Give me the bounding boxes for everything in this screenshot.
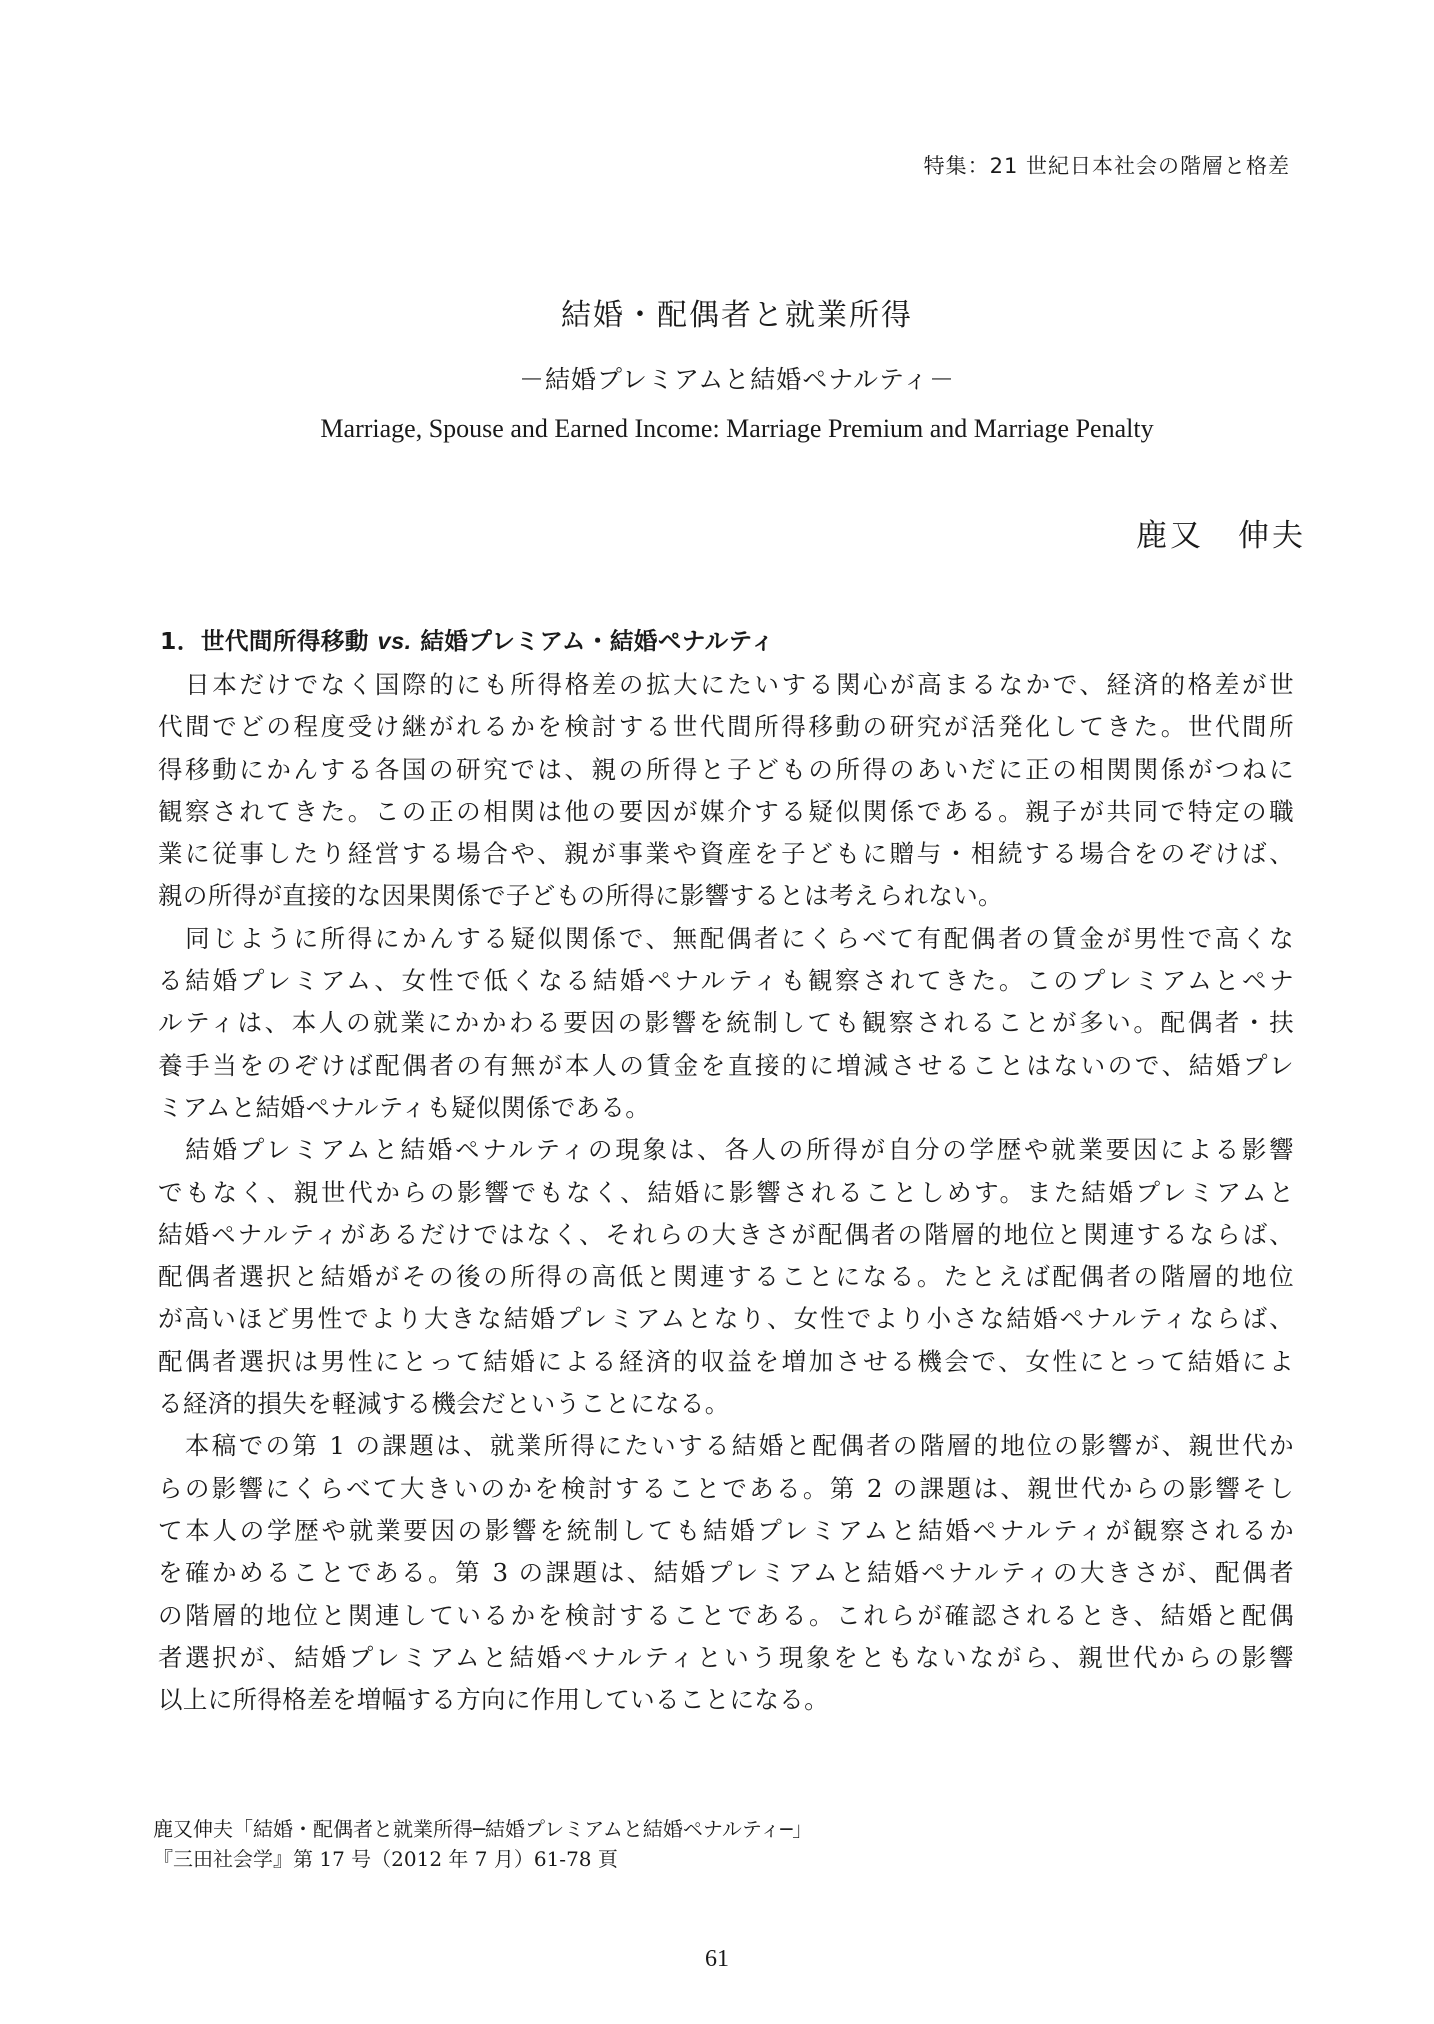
text-line: が高いほど男性でより大きな結婚プレミアムとなり、女性でより小さな結婚ペナルティならば、 [158,1304,1294,1334]
text-line: 以上に所得格差を増幅する方向に作用していることになる。 [158,1685,829,1715]
article-subtitle: －結婚プレミアムと結婚ペナルティ－ [518,365,955,394]
text-line: 業に従事したり経営する場合や、親が事業や資産を子どもに贈与・相続する場合をのぞけば、 [158,839,1294,869]
text-line: る経済的損失を軽減する機会だということになる。 [158,1389,730,1419]
page-number: 61 [705,1946,729,1972]
text-line: 観察されてきた。この正の相関は他の要因が媒介する疑似関係である。親子が共同で特定の職 [158,796,1294,826]
section-heading-vs: vs. [377,628,412,654]
text-line: 配偶者選択は男性にとって結婚による経済的収益を増加させる機会で、女性にとって結婚によ [158,1346,1294,1376]
text-line: 日本だけでなく国際的にも所得格差の拡大にたいする関心が高まるなかで、経済的格差が世 [158,670,1294,699]
section-number: 1． [160,627,201,655]
text-line: 本稿での第 1 の課題は、就業所得にたいする結婚と配偶者の階層的地位の影響が、親世代か [158,1431,1294,1461]
special-issue-header: 特集：21 世紀日本社会の階層と格差 [923,154,1290,178]
section-heading-part2: 結婚プレミアム・結婚ペナルティ [411,627,775,655]
text-line: 親の所得が直接的な因果関係で子どもの所得に影響するとは考えられない。 [158,881,1003,911]
text-line: 同じように所得にかんする疑似関係で、無配偶者にくらべて有配偶者の賃金が男性で高くな [158,923,1294,953]
text-line: 結婚プレミアムと結婚ペナルティの現象は、各人の所得が自分の学歴や就業要因による影響 [158,1135,1294,1165]
paragraph [158,664,1294,918]
section-heading [160,622,775,656]
text-line: 結婚ペナルティがあるだけではなく、それらの大きさが配偶者の階層的地位と関連するならば、 [158,1219,1294,1249]
text-line: 得移動にかんする各国の研究では、親の所得と子どもの所得のあいだに正の相関関係がつねに [158,754,1294,784]
section-heading-part1: 世代間所得移動 [200,627,378,655]
text-line: らの影響にくらべて大きいのかを検討することである。第 2 の課題は、親世代からの影響そし [158,1473,1294,1503]
text-line: て本人の学歴や就業要因の影響を統制しても結婚プレミアムと結婚ペナルティが観察されるか [158,1515,1294,1545]
text-line: でもなく、親世代からの影響でもなく、結婚に影響されることしめす。また結婚プレミアムと [158,1177,1294,1207]
paragraph [158,1129,1294,1425]
paragraph [158,1425,1294,1721]
author-family-name: 鹿又 [1136,518,1204,554]
text-line: 代間でどの程度受け継がれるかを検討する世代間所得移動の研究が活発化してきた。世代間所 [158,712,1294,742]
text-line: る結婚プレミアム、女性で低くなる結婚ペナルティも観察されてきた。このプレミアムとペナ [158,966,1294,996]
author-name [1136,510,1306,555]
text-line: ルティは、本人の就業にかかわる要因の影響を統制しても観察されることが多い。配偶者・扶 [158,1008,1294,1038]
title-block [0,290,1434,444]
author-given-name: 伸夫 [1238,518,1306,554]
text-line: 者選択が、結婚プレミアムと結婚ペナルティという現象をともないながら、親世代からの影響 [158,1642,1294,1672]
text-line: ミアムと結婚ペナルティも疑似関係である。 [158,1092,651,1122]
text-line: 配偶者選択と結婚がその後の所得の高低と関連することになる。たとえば配偶者の階層的地位 [158,1262,1294,1292]
text-line: の階層的地位と関連しているかを検討することである。これらが確認されるとき、結婚と配偶 [158,1600,1294,1630]
body-text [158,664,1294,1721]
article-title: 結婚・配偶者と就業所得 [561,298,913,333]
article-title-english: Marriage, Spouse and Earned Income: Marriage Premium and Marriage Penalty [320,414,1154,443]
citation-footnote [153,1814,812,1874]
text-line: 養手当をのぞけば配偶者の有無が本人の賃金を直接的に増減させることはないので、結婚プレ [158,1050,1294,1080]
citation-line-2: 『三田社会学』第 17 号（2012 年 7 月）61-78 頁 [153,1847,618,1871]
paragraph [158,918,1294,1129]
text-line: を確かめることである。第 3 の課題は、結婚プレミアムと結婚ペナルティの大きさが、配偶者 [158,1558,1294,1588]
citation-line-1: 鹿又伸夫「結婚・配偶者と就業所得─結婚プレミアムと結婚ペナルティ─」 [153,1817,813,1841]
